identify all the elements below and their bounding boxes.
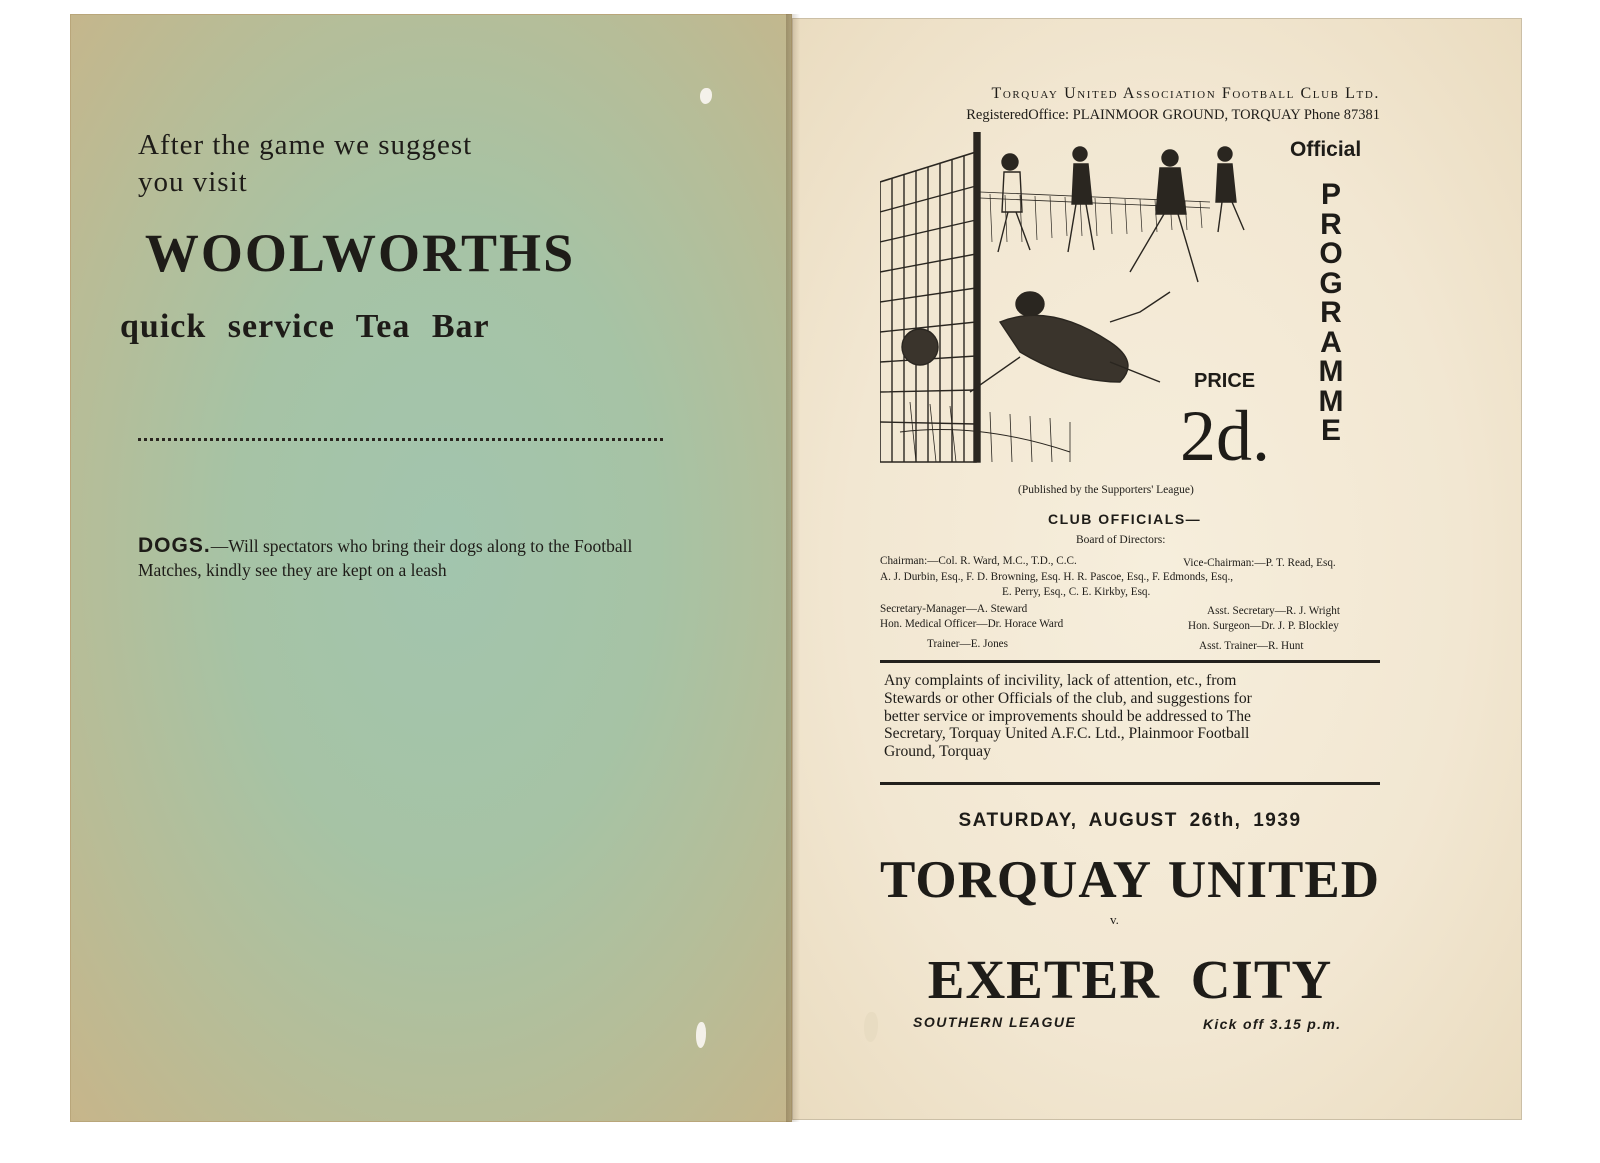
divider-top xyxy=(880,660,1380,663)
away-team: EXETER CITY xyxy=(927,949,1333,1010)
match-date: SATURDAY, AUGUST 26th, 1939 xyxy=(958,810,1302,831)
complaints-line: Any complaints of incivility, lack of attention, etc., from xyxy=(884,672,1237,689)
complaints-notice xyxy=(884,672,1380,761)
goal-net-icon xyxy=(880,152,976,462)
dogs-notice xyxy=(138,534,668,582)
players-icon xyxy=(998,147,1244,282)
directors-line-1: A. J. Durbin, Esq., F. D. Browning, Esq. H. R. Pascoe, Esq., F. Edmonds, Esq., xyxy=(880,571,1234,583)
suggest-line-1: After the game we suggest xyxy=(138,129,473,161)
programme-letter: R xyxy=(1320,207,1342,241)
club-officials-heading: CLUB OFFICIALS— xyxy=(1048,511,1202,527)
spine-fold xyxy=(786,14,800,1122)
complaints-line: better service or improvements should be addressed to The xyxy=(884,707,1251,725)
home-team-word-1: TORQUAY xyxy=(880,851,1153,909)
programme-letter: G xyxy=(1319,266,1343,300)
board-heading: Board of Directors: xyxy=(1076,534,1166,546)
dogs-heading: DOGS. xyxy=(138,534,211,557)
programme-letter: R xyxy=(1320,296,1342,329)
suggest-line-2: you visit xyxy=(138,166,248,198)
vice-chairman: Vice-Chairman:—P. T. Read, Esq. xyxy=(1183,557,1336,569)
goal-post-icon xyxy=(974,132,980,462)
dotted-divider xyxy=(138,438,663,441)
kick-off-time: Kick off 3.15 p.m. xyxy=(1203,1016,1342,1032)
directors-line-2: E. Perry, Esq., C. E. Kirkby, Esq. xyxy=(1002,586,1151,598)
programme-letter: A xyxy=(1320,325,1342,359)
registered-office: RegisteredOffice: PLAINMOOR GROUND, TORQUAY Phone 87381 xyxy=(966,107,1380,123)
programme-letter: O xyxy=(1319,237,1343,270)
complaints-line: Secretary, Torquay United A.F.C. Ltd., Plainmoor Football xyxy=(884,725,1250,743)
price-label: PRICE xyxy=(1194,370,1256,392)
store-name: WOOLWORTHS xyxy=(144,223,576,283)
programme-letter: E xyxy=(1320,414,1341,447)
programme-letter: P xyxy=(1320,178,1341,211)
tea-bar-slogan: quick service Tea Bar xyxy=(120,308,490,345)
published-by: (Published by the Supporters' League) xyxy=(1018,484,1194,496)
surgeon: Hon. Surgeon—Dr. J. P. Blockley xyxy=(1188,620,1339,632)
chairman: Chairman:—Col. R. Ward, M.C., T.D., C.C. xyxy=(880,555,1077,567)
home-team-word-2: UNITED xyxy=(1167,851,1380,909)
competition: SOUTHERN LEAGUE xyxy=(913,1014,1077,1030)
trainer: Trainer—E. Jones xyxy=(927,638,1008,650)
asst-trainer: Asst. Trainer—R. Hunt xyxy=(1199,640,1304,652)
goalkeeper-icon xyxy=(970,292,1170,392)
dogs-text: —Will spectators who bring their dogs along to the Football Matches, kindly see they are kept on a leash xyxy=(138,536,633,580)
programme-letter: M xyxy=(1318,355,1344,388)
medical-officer: Hon. Medical Officer—Dr. Horace Ward xyxy=(880,618,1064,630)
complaints-line: Stewards or other Officials of the club, and suggestions for xyxy=(884,689,1252,707)
programme-letter: M xyxy=(1318,384,1344,418)
price-value: 2d. xyxy=(1180,396,1270,476)
suggest-text xyxy=(138,127,598,201)
football-icon xyxy=(902,329,938,365)
official-label: Official xyxy=(1290,138,1362,161)
divider-bottom xyxy=(880,782,1380,785)
club-name: Torquay United Association Football Club Ltd. xyxy=(991,85,1380,102)
complaints-line: Ground, Torquay xyxy=(884,743,991,761)
asst-secretary: Asst. Secretary—R. J. Wright xyxy=(1207,605,1340,617)
versus: v. xyxy=(1110,912,1119,927)
programme-vertical xyxy=(1316,180,1346,446)
secretary-manager: Secretary-Manager—A. Steward xyxy=(880,603,1028,615)
home-team xyxy=(880,852,1380,908)
